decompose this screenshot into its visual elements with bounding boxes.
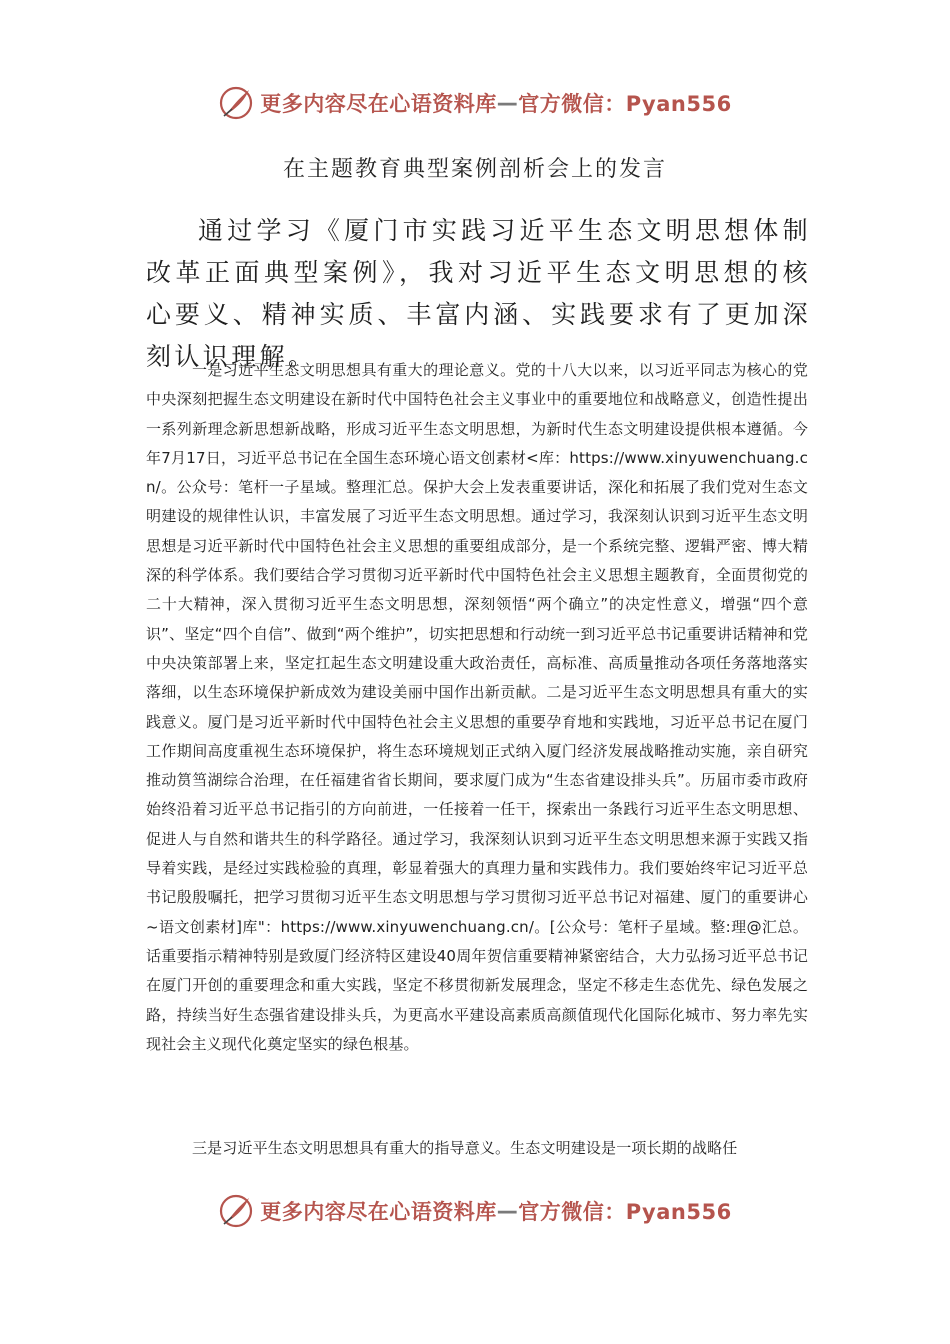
banner-separator: — (496, 91, 519, 115)
footer-wechat-text: 官方微信：Pyan556 (518, 1200, 732, 1224)
quill-pen-logo-icon (218, 85, 254, 121)
footer-site-text: 更多内容尽在心语资料库 (260, 1200, 497, 1224)
body-paragraph-2: 三是习近平生态文明思想具有重大的指导意义。生态文明建设是一项长期的战略任 (192, 1139, 738, 1157)
banner-site-text: 更多内容尽在心语资料库 (260, 92, 497, 116)
body-paragraph-1: 一是习近平生态文明思想具有重大的理论意义。党的十八大以来，以习近平同志为核心的党中央深刻把握生态文明建设在新时代中国特色社会主义事业中的重要地位和战略意义，创造性提出一系列新理念新思想新战略，形成习近平生态文明思想，为新时代生态文明建设提供根本遵循。今年7月17日，习近平总书记在全国生态环境心语文创素材<库：https://www.xinyuwenchuang.cn/。公众号：笔杆一子星域。整理汇总。保护大会上发表重要讲话，深化和拓展了我们党对生态文明建设的规律性认识，丰富发展了习近平生态文明思想。通过学习，我深刻认识到习近平生态文明思想是习近平新时代中国特色社会主义思想的重要组成部分，是一个系统完整、逻辑严密、博大精深的科学体系。我们要结合学习贯彻习近平新时代中国特色社会主义思想主题教育，全面贯彻党的二十大精神，深入贯彻习近平生态文明思想，深刻领悟“两个确立”的决定性意义，增强“四个意识”、坚定“四个自信”、做到“两个维护”，切实把思想和行动统一到习近平总书记重要讲话精神和党中央决策部署上来，坚定扛起生态文明建设重大政治责任，高标准、高质量推动各项任务落地落实落细，以生态环境保护新成效为建设美丽中国作出新贡献。二是习近平生态文明思想具有重大的实践意义。厦门是习近平新时代中国特色社会主义思想的重要孕育地和实践地，习近平总书记在厦门工作期间高度重视生态环境保护，将生态环境规划正式纳入厦门经济发展战略推动实施，亲自研究推动筼筜湖综合治理，在任福建省省长期间，要求厦门成为“生态省建设排头兵”。历届市委市政府始终沿着习近平总书记指引的方向前进，一任接着一任干，探索出一条践行习近平生态文明思想、促进人与自然和谐共生的科学路径。通过学习，我深刻认识到习近平生态文明思想来源于实践又指导着实践，是经过实践检验的真理，彰显着强大的真理力量和实践伟力。我们要始终牢记习近平总书记殷殷嘱托，把学习贯彻习近平生态文明思想与学习贯彻习近平总书记对福建、厦门的重要讲心~语文创素材]库"：https://www.xinyuwenchuang.cn/。[公众号：笔杆子星域。整:理@汇总。话重要指示精神特别是致厦门经济特区建设40周年贺信重要精神紧密结合，大力弘扬习近平总书记在厦门开创的重要理念和重大实践，坚定不移贯彻新发展理念，坚定不移走生态优先、绿色发展之路，持续当好生态强省建设排头兵，为更高水平建设高素质高颜值现代化国际化城市、努力率先实现社会主义现代化奠定坚实的绿色根基。 (146, 361, 808, 1053)
lead-paragraph: 通过学习《厦门市实践习近平生态文明思想体制改革正面典型案例》，我对习近平生态文明思想的核心要义、精神实质、丰富内涵、实践要求有了更加深刻认识理解。 (146, 216, 811, 371)
document-title: 在主题教育典型案例剖析会上的发言 (282, 157, 667, 182)
footer-banner[interactable] (0, 1188, 950, 1234)
banner-wechat-text: 官方微信：Pyan556 (518, 92, 732, 116)
quill-pen-logo-icon (218, 1193, 254, 1229)
footer-separator: — (496, 1199, 519, 1223)
header-banner[interactable] (0, 80, 950, 126)
